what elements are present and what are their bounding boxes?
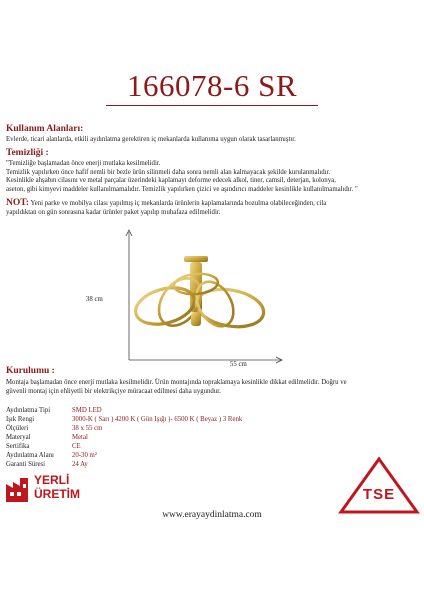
spec-key: Ölçüleri [6,425,29,432]
note-label: NOT: [6,198,30,208]
spec-value: Metal [72,434,88,441]
cleaning-line: Temizlik yapılırken önce hafif nemli bir bezle ürün silinmeli daha sonra nemli alan kalmayacak şekilde kurulanmalıdır. [6,168,331,176]
spec-row [6,443,420,452]
spec-key: Garanti Süresi [6,461,46,468]
spec-value: 3000-K ( Sarı ) 4200 K ( Gün Işığı )- 6500 K ( Beyaz ) 3 Renk [72,416,243,423]
spec-value: SMD LED [72,407,102,414]
badge-line-1: YERLİ [34,473,70,487]
chandelier-shape [132,256,267,334]
product-illustration [0,224,424,370]
spec-row [6,407,420,416]
note-block [6,199,424,217]
title-underline [106,105,318,106]
spec-key: Işık Rengi [6,416,35,423]
cleaning-line: aseton, gibi kimyevi maddeler kullanılmamalıdır. Temizlik yapılırken çizici ve aşındırıcı maddeler kesinlikle kullanılmamalıdır. " [6,185,358,193]
spec-value: 20-30 m² [72,452,97,459]
usage-text: Evlerde, ticari alanlarda, etkili aydınlatma gerektiren iç mekanlarda kullanıma uygun olarak tasarlanmıştır. [6,136,296,143]
usage-heading: Kullanım Alanları: [6,124,84,134]
badge-line-2: ÜRETİM [34,487,80,501]
spec-value: 24 Ay [72,461,88,468]
install-text [6,379,424,396]
height-label: 38 cm [86,296,103,303]
install-line: güvenli montaj için ehliyetli bir elektrikçiye müracaat edilmesi daha uygundur. [6,387,221,395]
factory-icon [4,474,32,504]
note-line-2: yapıldıktan on gün sonrasına kadar ürünler paket yapılıp muhafaza edilmelidir. [6,208,221,216]
spec-value: CE [72,443,81,450]
install-heading: Kurulumu : [6,366,55,376]
cleaning-text [6,160,424,194]
spec-key: Sertifika [6,443,30,450]
spec-key: Materyal [6,434,31,441]
cleaning-line: "Temizliğe başlamadan önce enerji mutlaka kesilmelidir. [6,160,161,167]
note-line-1: Yeni parke ve mobilya cilası yapılmış iç mekanlarda ürünlerin kaplamalarında bozulma olabileceğinden, cila [29,200,327,207]
cleaning-line: Kesinlikle ahşabın cilasını ve metal parçalar üzerindeki kaplamayı deforme edecek alkol, tiner, camsil, deterjan, kolonya, [6,177,336,185]
yerli-uretim-badge [4,468,86,508]
website-link[interactable]: www.erayaydinlatma.com [162,510,262,520]
cleaning-heading: Temizliği : [6,148,49,158]
spec-key: Aydınlatma Tipi [6,407,51,414]
install-line: Montaja başlamadan önce enerji mutlaka kesilmelidir. Ürün montajında topraklamaya kesinlikle dikkat edilmelidir. Doğru ve [6,379,347,386]
spec-row [6,425,420,434]
product-model-title: 166078-6 SR [127,68,297,103]
spec-row [6,434,420,443]
tse-logo [338,456,420,516]
spec-key: Aydınlatma Alanı [6,452,54,459]
tse-text: TSE [362,486,396,503]
width-label: 55 cm [230,361,247,368]
spec-row [6,416,420,425]
spec-value: 38 x 55 cm [72,425,103,432]
